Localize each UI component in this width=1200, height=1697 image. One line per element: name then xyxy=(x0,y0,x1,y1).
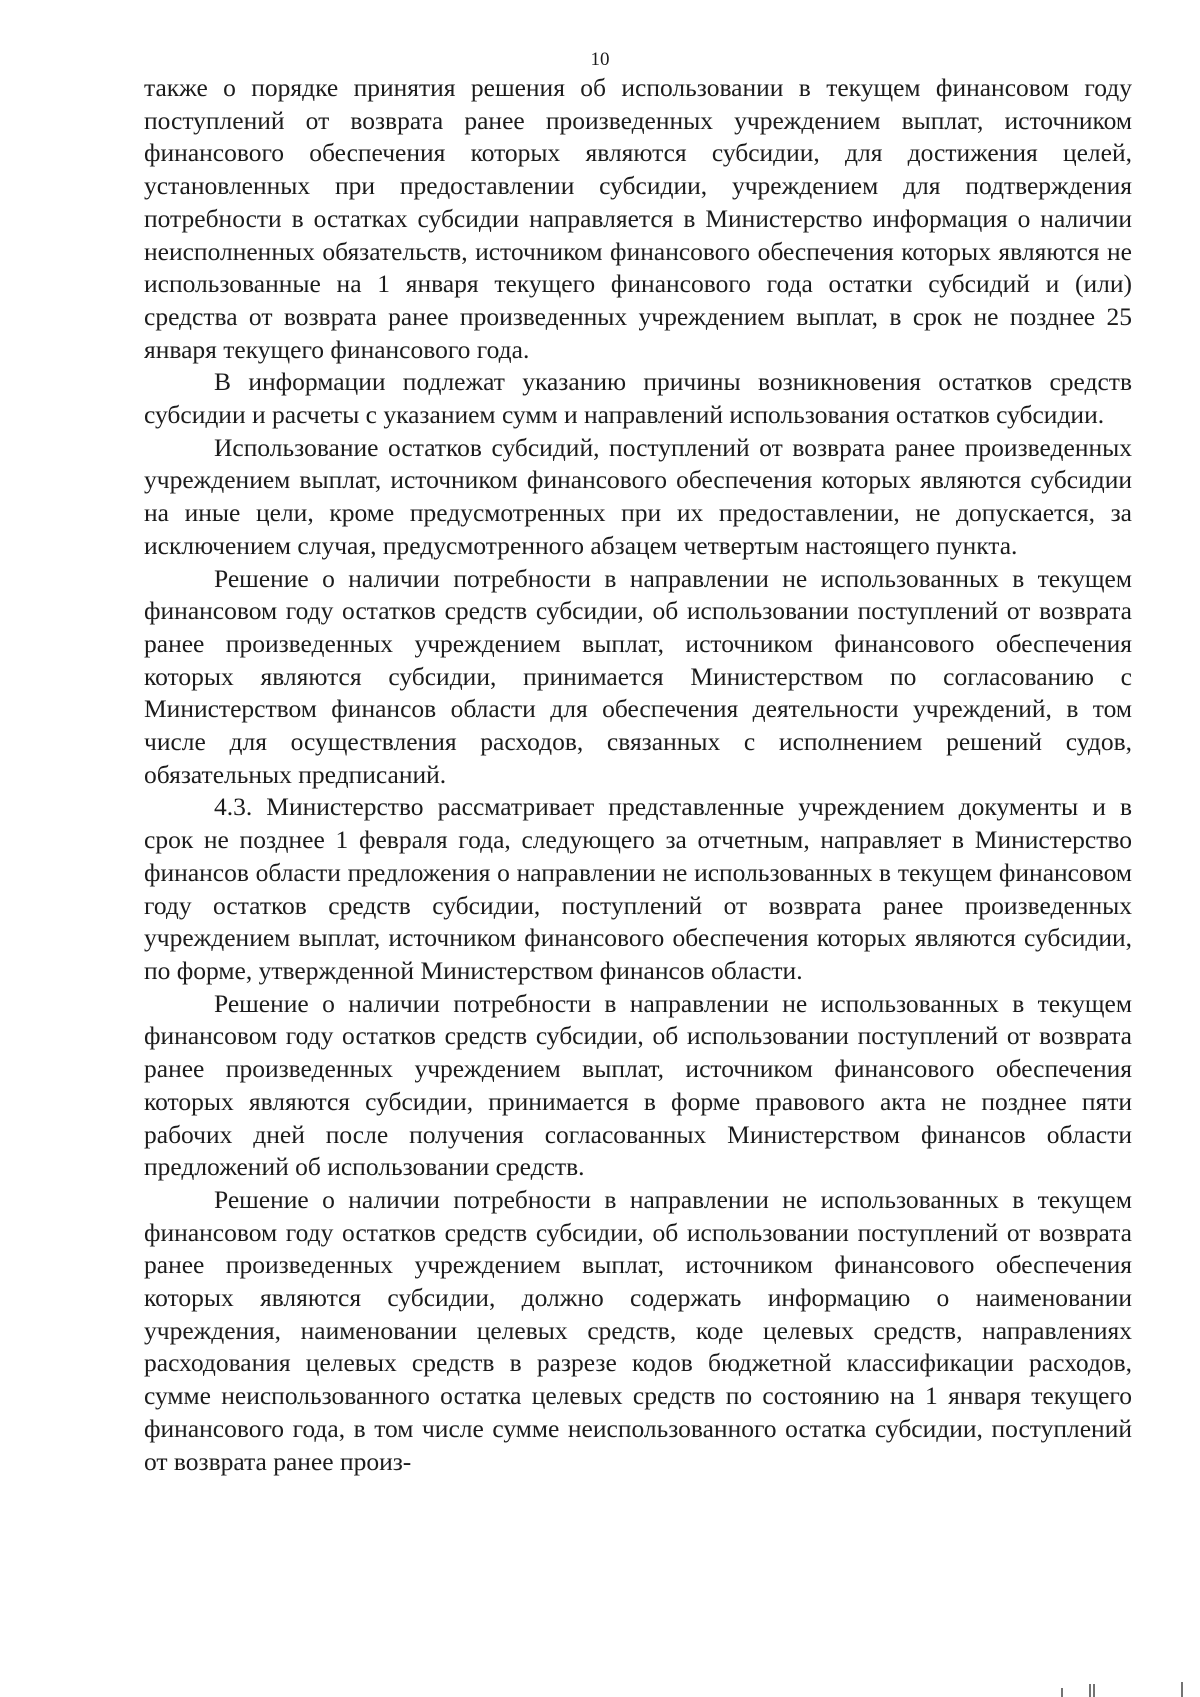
paragraph-section-4-3: 4.3. Министерство рассматривает представленные учреждением документы и в срок не позднее 1 февраля года, следующего за отчетным, направляет в Министерство финансов области предложения о направлении не использованных в текущем финансовом году остатков средств субсидии, поступлений от возврата ранее произведенных учреждением выплат, источником финансового обеспечения которых являются субсидии, по форме, утвержденной Министерством финансов области. xyxy=(144,792,1132,985)
paragraph-decision-contents: Решение о наличии потребности в направлении не использованных в текущем финансовом году остатков средств субсидии, об использовании поступлений от возврата ранее произведенных учреждением выплат, источником финансового обеспечения которых являются субсидии, должно содержать информацию о наименовании учреждения, наименовании целевых средств, коде целевых средств, направлениях расходования целевых средств в разрезе кодов бюджетной классификации расходов, сумме неиспользованного остатка целевых средств по состоянию на 1 января текущего финансового года, в том числе сумме неиспользованного остатка субсидии, поступлений от возврата ранее произ- xyxy=(144,1184,1132,1476)
paragraph-decision-legal-act: Решение о наличии потребности в направлении не использованных в текущем финансовом году остатков средств субсидии, об использовании поступлений от возврата ранее произведенных учреждением выплат, источником финансового обеспечения которых являются субсидии, принимается в форме правового акта не позднее пяти рабочих дней после получения согласованных Министерством финансов области предложений об использовании средств. xyxy=(144,988,1132,1182)
paragraph-decision-agreement: Решение о наличии потребности в направлении не использованных в текущем финансовом году остатков средств субсидии, об использовании поступлений от возврата ранее произведенных учреждением выплат, источником финансового обеспечения которых являются субсидии, принимается Министерством по согласованию с Министерством финансов области для обеспечения деятельности учреждений, в том числе для осуществления расходов, связанных с исполнением решений судов, обязательных предписаний. xyxy=(144,563,1132,789)
paragraph-continuation: также о порядке принятия решения об использовании в текущем финансовом году поступлений от возврата ранее произведенных учреждением выплат, источником финансового обеспечения которых являются субсидии, для достижения целей, установленных при предоставлении субсидии, учреждением для подтверждения потребности в остатках субсидии направляется в Министерство информация о наличии неисполненных обязательств, источником финансового обеспечения которых являются не использованные на 1 января текущего финансового года остатки субсидий и (или) средства от возврата ранее произведенных учреждением выплат, в срок не позднее 25 января текущего финансового года. xyxy=(144,73,1132,364)
paragraph-use-of-remainders: Использование остатков субсидий, поступлений от возврата ранее произведенных учреждением выплат, источником финансового обеспечения которых являются субсидии на иные цели, кроме предусмотренных при их предоставлении, не допускается, за исключением случая, предусмотренного абзацем четвертым настоящего пункта. xyxy=(144,432,1132,560)
document-body xyxy=(144,72,1132,1478)
scan-edge-marks xyxy=(1040,1680,1200,1697)
paragraph-information-details: В информации подлежат указанию причины возникновения остатков средств субсидии и расчеты с указанием сумм и направлений использования остатков субсидии. xyxy=(144,367,1132,430)
page-number: 10 xyxy=(590,49,610,70)
